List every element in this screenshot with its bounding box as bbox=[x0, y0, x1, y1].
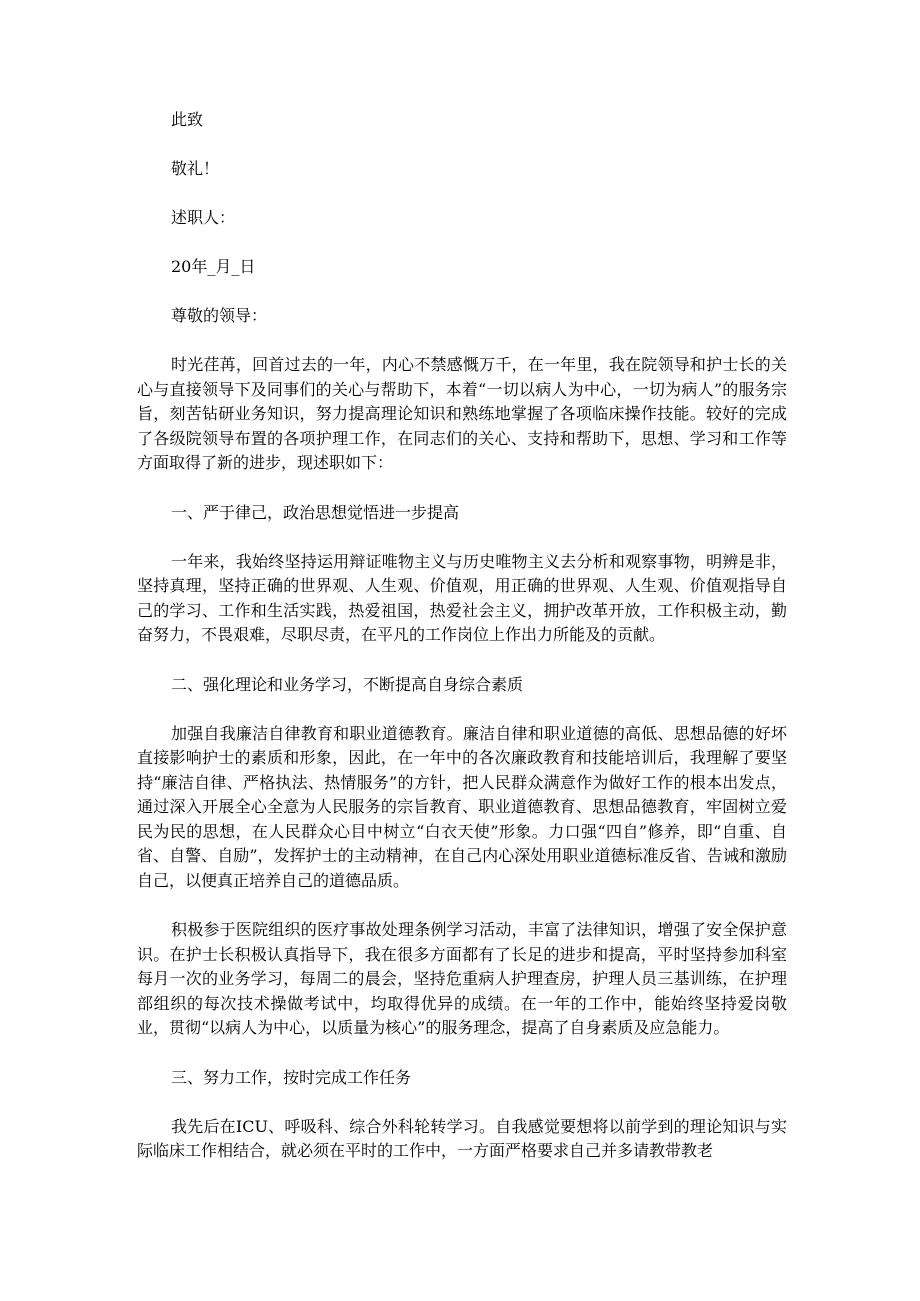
closing-salutation-2: 敬礼！ bbox=[171, 159, 220, 178]
section-2-heading: 二、强化理论和业务学习，不断提高自身综合素质 bbox=[171, 674, 524, 694]
intro-paragraph: 时光荏苒，回首过去的一年，内心不禁感慨万千，在一年里，我在院领导和护士长的关心与直接领导下及同事们的关心与帮助下，本着“一切以病人为中心，一切为病人”的服务宗旨，刻苦钻研业务知识，努力提高理论知识和熟练地掌握了各项临床操作技能。较好的完成了各级院领导布置的各项护理工作，在同志们的关心、支持和帮助下，思想、学习和工作等方面取得了新的进步，现述职如下： bbox=[137, 355, 787, 472]
section-2-paragraph-1: 加强自我廉洁自律教育和职业道德教育。廉洁自律和职业道德的高低、思想品德的好坏直接影响护士的素质和形象，因此，在一年中的各次廉政教育和技能培训后，我理解了要坚持“廉洁自律、严格执法、热情服务”的方针，把人民群众满意作为做好工作的根本出发点，通过深入开展全心全意为人民服务的宗旨教育、职业道德教育、思想品德教育，牢固树立爱民为民的思想，在人民群众心目中树立“白衣天使”形象。力口强“四自”修养，即“自重、自省、自警、自励”，发挥护士的主动精神，在自己内心深处用职业道德标准反省、告诫和激励自己，以便真正培养自己的道德品质。 bbox=[137, 723, 787, 890]
section-1-heading: 一、严于律己，政治思想觉悟进一步提高 bbox=[171, 502, 460, 522]
document-body bbox=[137, 108, 787, 1189]
closing-salutation-1: 此致 bbox=[171, 110, 204, 129]
section-2-paragraph-2: 积极参于医院组织的医疗事故处理条例学习活动，丰富了法律知识，增强了安全保护意识。在护士长积极认真指导下，我在很多方面都有了长足的进步和提高，平时坚持参加科室每月一次的业务学习，每周二的晨会，坚持危重病人护理查房，护理人员三基训练，在护理部组织的每次技术操做考试中，均取得优异的成绩。在一年的工作中，能始终坚持爱岗敬业，贯彻“以病人为中心，以质量为核心”的服务理念，提高了自身素质及应急能力。 bbox=[137, 920, 787, 1037]
date-line: 20年_月_日 bbox=[171, 257, 256, 276]
section-1-paragraph: 一年来，我始终坚持运用辩证唯物主义与历史唯物主义去分析和观察事物，明辨是非，坚持真理，坚持正确的世界观、人生观、价值观，用正确的世界观、人生观、价值观指导自己的学习、工作和生活实践，热爱祖国，热爱社会主义，拥护改革开放，工作积极主动，勤奋努力，不畏艰难，尽职尽责，在平凡的工作岗位上作出力所能及的贡献。 bbox=[137, 551, 787, 644]
reporter-signature: 述职人： bbox=[171, 208, 236, 227]
greeting: 尊敬的领导： bbox=[171, 306, 268, 325]
section-3-paragraph: 我先后在ICU、呼吸科、综合外科轮转学习。自我感觉要想将以前学到的理论知识与实际临床工作相结合，就必须在平时的工作中，一方面严格要求自己并多请教带教老 bbox=[137, 1116, 787, 1160]
section-3-heading: 三、努力工作，按时完成工作任务 bbox=[171, 1067, 412, 1087]
